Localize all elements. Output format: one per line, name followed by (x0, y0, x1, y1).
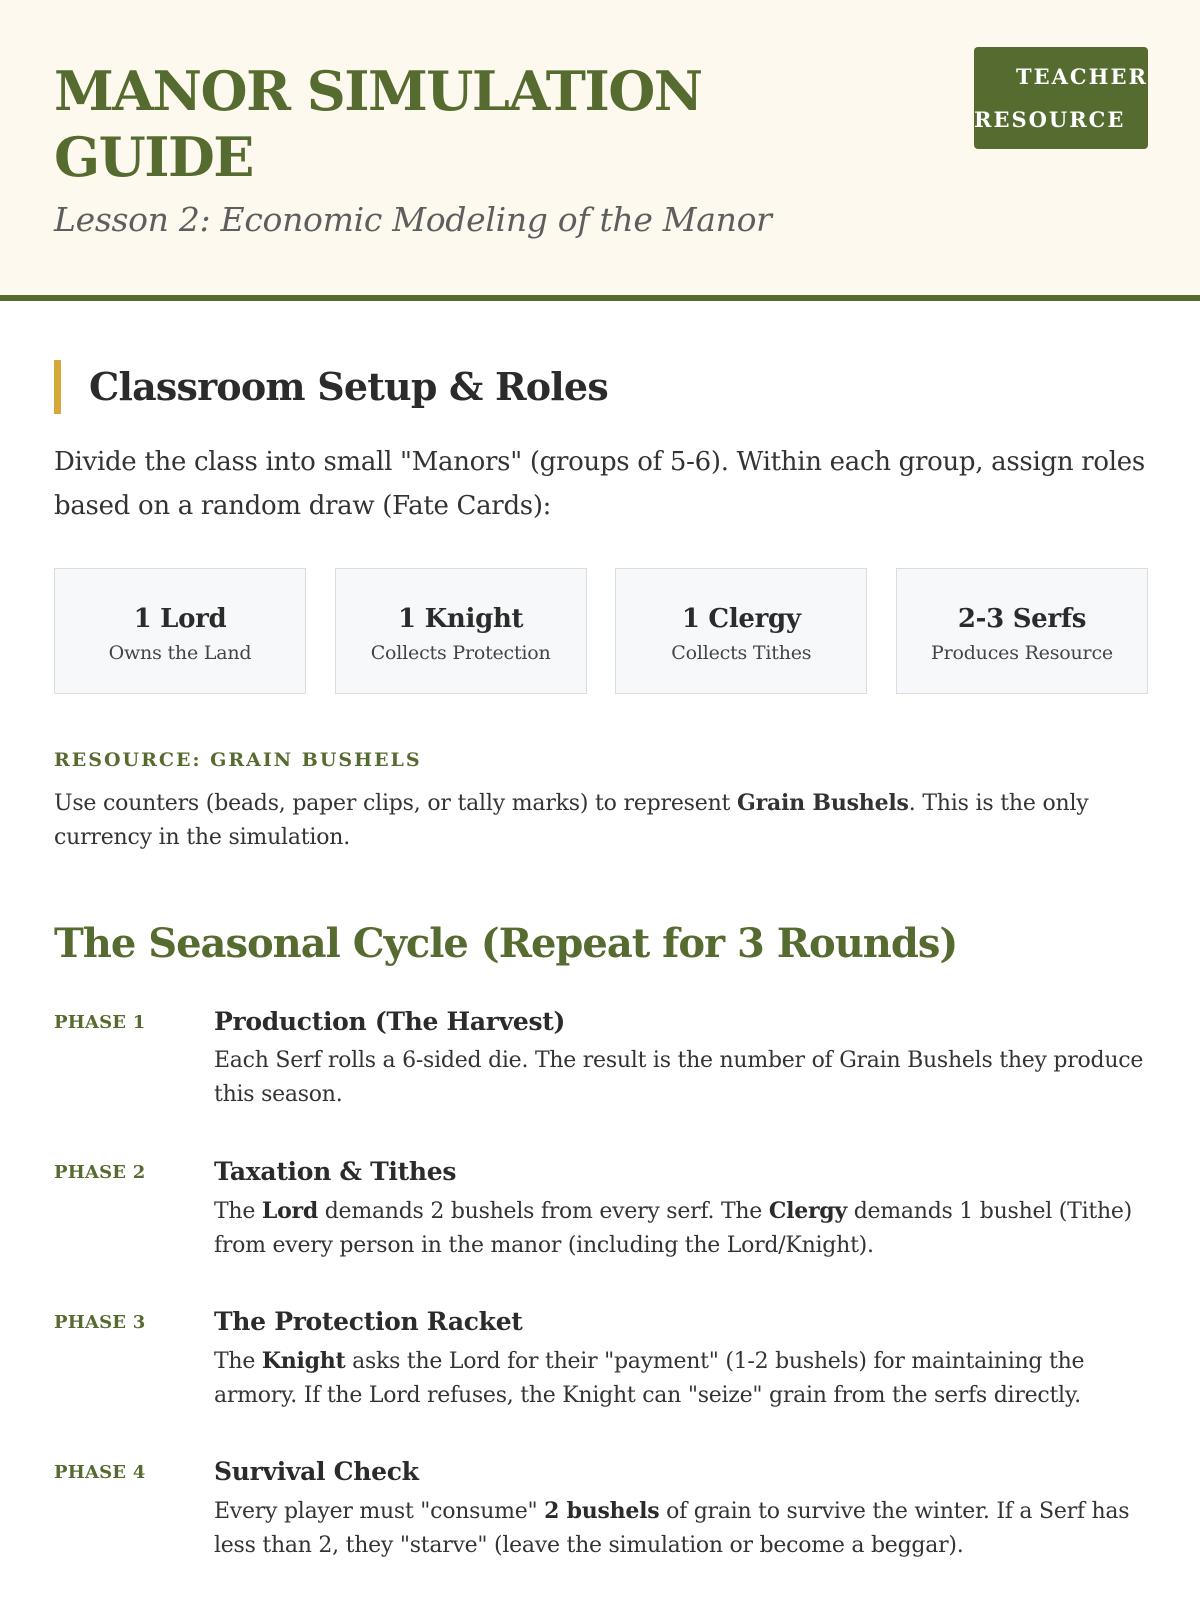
badge-line-2: RESOURCE (974, 107, 1126, 132)
phase-desc (214, 1494, 1154, 1563)
phase-title: The Protection Racket (214, 1307, 523, 1336)
setup-heading: Classroom Setup & Roles (54, 360, 608, 414)
cycle-heading: The Seasonal Cycle (Repeat for 3 Rounds) (54, 920, 958, 967)
role-card-clergy (615, 568, 867, 694)
page-subtitle: Lesson 2: Economic Modeling of the Manor (54, 200, 772, 239)
phase-label: PHASE 1 (54, 1012, 146, 1033)
phase-desc-bold: Lord (261, 1198, 318, 1224)
phase-title: Taxation & Tithes (214, 1157, 457, 1186)
resource-text-part: . This is the only currency in the simulation. (54, 791, 1089, 850)
phase-label: PHASE 2 (54, 1162, 146, 1183)
phase-desc-bold: Clergy (768, 1198, 847, 1224)
phase-desc-bold: 2 bushels (544, 1498, 660, 1524)
phase-desc (214, 1344, 1154, 1413)
phase-desc-part: The (214, 1199, 262, 1224)
setup-intro: Divide the class into small "Manors" (groups of 5-6). Within each group, assign roles based on a random draw (Fate Cards): (54, 447, 1145, 521)
resource-text-part: Use counters (beads, paper clips, or tally marks) to represent (54, 791, 737, 816)
phase-label: PHASE 4 (54, 1462, 146, 1483)
phase-desc-part: The (214, 1349, 262, 1374)
role-desc: Produces Resource (931, 642, 1113, 664)
phase-label: PHASE 3 (54, 1312, 146, 1333)
phase-desc-part: Every player must "consume" (214, 1499, 545, 1524)
phase-title: Survival Check (214, 1457, 419, 1486)
phase-desc-part: of grain to survive the winter. If a Serf has less than 2, they "starve" (leave the simulation or become a beggar). (214, 1499, 1130, 1558)
role-name: 2-3 Serfs (957, 604, 1087, 634)
role-name: 1 Clergy (681, 604, 801, 634)
resource-text-bold: Grain Bushels (736, 790, 909, 816)
phase-title: Production (The Harvest) (214, 1007, 566, 1036)
page-header (0, 0, 1200, 301)
page-title: MANOR SIMULATION GUIDE (54, 59, 702, 189)
role-desc: Collects Protection (370, 642, 551, 664)
role-cards (54, 568, 1148, 694)
phase-desc-part: demands 1 bushel (Tithe) from every person in the manor (including the Lord/Knight). (214, 1199, 1132, 1258)
role-card-knight (335, 568, 587, 694)
role-name: 1 Lord (133, 604, 227, 634)
role-name: 1 Knight (398, 604, 524, 634)
role-card-serfs (896, 568, 1148, 694)
teacher-resource-badge (974, 47, 1148, 149)
resource-text (54, 786, 1154, 855)
phase-desc-bold: Knight (261, 1348, 346, 1374)
phase-desc-part: demands 2 bushels from every serf. The (317, 1199, 769, 1224)
phase-desc (214, 1194, 1154, 1263)
role-desc: Collects Tithes (671, 642, 812, 664)
resource-label: RESOURCE: GRAIN BUSHELS (54, 749, 422, 771)
role-desc: Owns the Land (108, 642, 252, 664)
badge-line-1: TEACHER (1016, 64, 1148, 89)
phase-desc-part: asks the Lord for their "payment" (1-2 bushels) for maintaining the armory. If the Lord refuses, the Knight can "seize" grain from the serfs directly. (214, 1349, 1085, 1408)
role-card-lord (54, 568, 306, 694)
phase-desc: Each Serf rolls a 6-sided die. The result is the number of Grain Bushels they produce this season. (214, 1048, 1144, 1107)
